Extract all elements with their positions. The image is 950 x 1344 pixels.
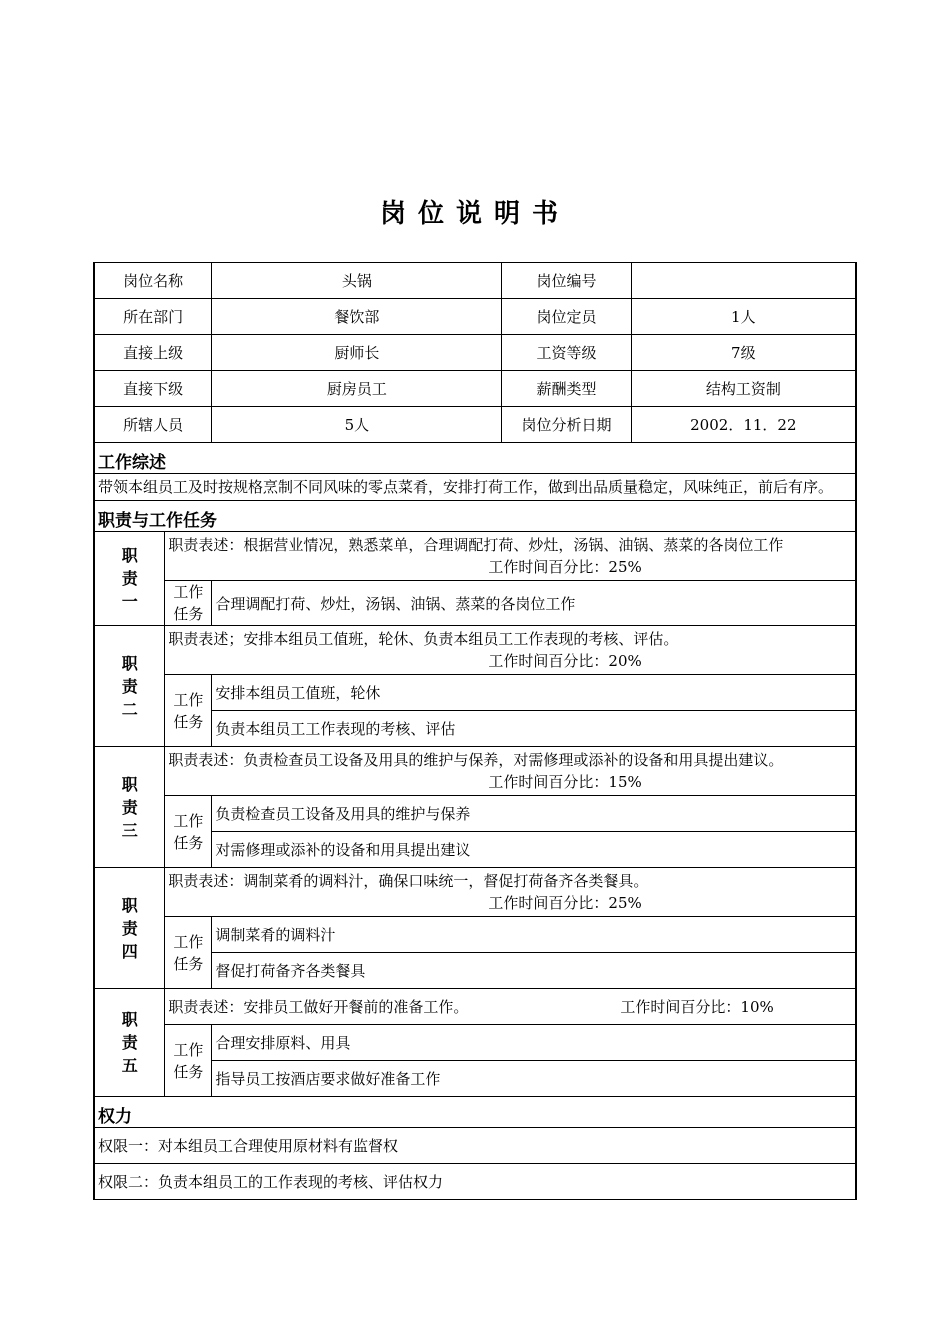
info-row — [94, 299, 856, 335]
duty-label-text: 职责一 — [121, 546, 138, 611]
duty-desc-text: 职责表述：调制菜肴的调料汁，确保口味统一，督促打荷备齐各类餐具。 — [168, 872, 649, 890]
duty-desc-row — [94, 868, 856, 917]
duty-time-percent: 工作时间百分比：25% — [488, 558, 642, 576]
task-label-text: 工作任务 — [173, 811, 204, 852]
task-label — [165, 1025, 212, 1097]
info-value: 2002．11．22 — [631, 407, 856, 443]
summary-text: 带领本组员工及时按规格烹制不同风味的零点菜肴，安排打荷工作，做到出品质量稳定，风味纯正，前后有序。 — [94, 474, 856, 501]
task-item: 安排本组员工值班，轮休 — [212, 675, 856, 711]
duty-time-percent: 工作时间百分比：25% — [488, 894, 642, 912]
info-value: 7级 — [631, 335, 856, 371]
info-value: 1人 — [631, 299, 856, 335]
info-row — [94, 407, 856, 443]
duty-label — [94, 989, 165, 1097]
duty-desc-row — [94, 626, 856, 675]
duty-label-text: 职责三 — [121, 774, 138, 840]
authority-item: 权限一：对本组员工合理使用原材料有监督权 — [94, 1128, 856, 1164]
duty-task-row — [94, 675, 856, 711]
duty-label — [94, 868, 165, 989]
authority-row — [94, 1164, 856, 1200]
duty-task-row — [94, 1025, 856, 1061]
info-value: 厨师长 — [212, 335, 502, 371]
info-value — [631, 263, 856, 299]
info-label: 所辖人员 — [94, 407, 212, 443]
task-item: 负责本组员工工作表现的考核、评估 — [212, 711, 856, 747]
task-item: 负责检查员工设备及用具的维护与保养 — [212, 796, 856, 832]
duty-label — [94, 532, 165, 626]
info-value: 结构工资制 — [631, 371, 856, 407]
duty-time-percent: 工作时间百分比：15% — [488, 773, 642, 791]
info-row — [94, 263, 856, 299]
task-label — [165, 675, 212, 747]
duty-description — [165, 868, 856, 917]
duty-desc-row — [94, 989, 856, 1025]
task-item: 指导员工按酒店要求做好准备工作 — [212, 1061, 856, 1097]
duty-task-row — [94, 917, 856, 953]
duty-desc-row — [94, 532, 856, 581]
task-label — [165, 581, 212, 626]
duty-description — [165, 532, 856, 581]
info-label: 工资等级 — [502, 335, 631, 371]
summary-heading: 工作综述 — [94, 443, 856, 474]
info-label: 岗位编号 — [502, 263, 631, 299]
duty-task-row — [94, 796, 856, 832]
info-label: 岗位名称 — [94, 263, 212, 299]
duty-desc-text: 职责表述：负责检查员工设备及用具的维护与保养，对需修理或添补的设备和用具提出建议。 — [168, 751, 784, 769]
task-label-text: 工作任务 — [173, 1040, 204, 1081]
task-label-text: 工作任务 — [173, 932, 204, 973]
duty-time-percent: 工作时间百分比：20% — [488, 652, 642, 670]
duty-description — [165, 989, 856, 1025]
job-description-table — [93, 262, 857, 1200]
duty-desc-text: 职责表述；安排本组员工值班，轮休、负责本组员工工作表现的考核、评估。 — [168, 630, 679, 648]
info-label: 直接上级 — [94, 335, 212, 371]
authority-item: 权限二：负责本组员工的工作表现的考核、评估权力 — [94, 1164, 856, 1200]
duty-label — [94, 626, 165, 747]
info-label: 薪酬类型 — [502, 371, 631, 407]
duty-label-text: 职责四 — [121, 895, 138, 961]
summary-text-row — [94, 474, 856, 501]
page-title: 岗位说明书 — [379, 199, 570, 229]
duty-time-percent: 工作时间百分比：10% — [620, 998, 774, 1016]
duty-label — [94, 747, 165, 868]
task-item: 合理调配打荷、炒灶，汤锅、油锅、蒸菜的各岗位工作 — [212, 581, 856, 626]
task-item: 调制菜肴的调料汁 — [212, 917, 856, 953]
task-label — [165, 796, 212, 868]
info-row — [94, 371, 856, 407]
info-value: 厨房员工 — [212, 371, 502, 407]
duty-label-text: 职责二 — [121, 653, 138, 719]
summary-heading-row — [94, 443, 856, 474]
info-label: 岗位分析日期 — [502, 407, 631, 443]
duty-desc-row — [94, 747, 856, 796]
task-label — [165, 917, 212, 989]
duty-description — [165, 626, 856, 675]
info-value: 餐饮部 — [212, 299, 502, 335]
authority-heading: 权力 — [94, 1097, 856, 1128]
duties-heading: 职责与工作任务 — [94, 501, 856, 532]
duty-desc-text: 职责表述：根据营业情况，熟悉菜单，合理调配打荷、炒灶，汤锅、油锅、蒸菜的各岗位工作 — [168, 536, 784, 554]
task-item: 对需修理或添补的设备和用具提出建议 — [212, 832, 856, 868]
task-label-text: 工作任务 — [173, 690, 204, 731]
info-row — [94, 335, 856, 371]
task-item: 督促打荷备齐各类餐具 — [212, 953, 856, 989]
authority-heading-row — [94, 1097, 856, 1128]
info-label: 所在部门 — [94, 299, 212, 335]
authority-row — [94, 1128, 856, 1164]
info-value: 头锅 — [212, 263, 502, 299]
info-value: 5人 — [212, 407, 502, 443]
duty-description — [165, 747, 856, 796]
task-label-text: 工作任务 — [173, 583, 204, 623]
duty-task-row — [94, 581, 856, 626]
duties-heading-row — [94, 501, 856, 532]
info-label: 岗位定员 — [502, 299, 631, 335]
info-label: 直接下级 — [94, 371, 212, 407]
task-item: 合理安排原料、用具 — [212, 1025, 856, 1061]
duty-label-text: 职责五 — [121, 1010, 138, 1075]
duty-desc-text: 职责表述：安排员工做好开餐前的准备工作。 — [168, 998, 469, 1016]
